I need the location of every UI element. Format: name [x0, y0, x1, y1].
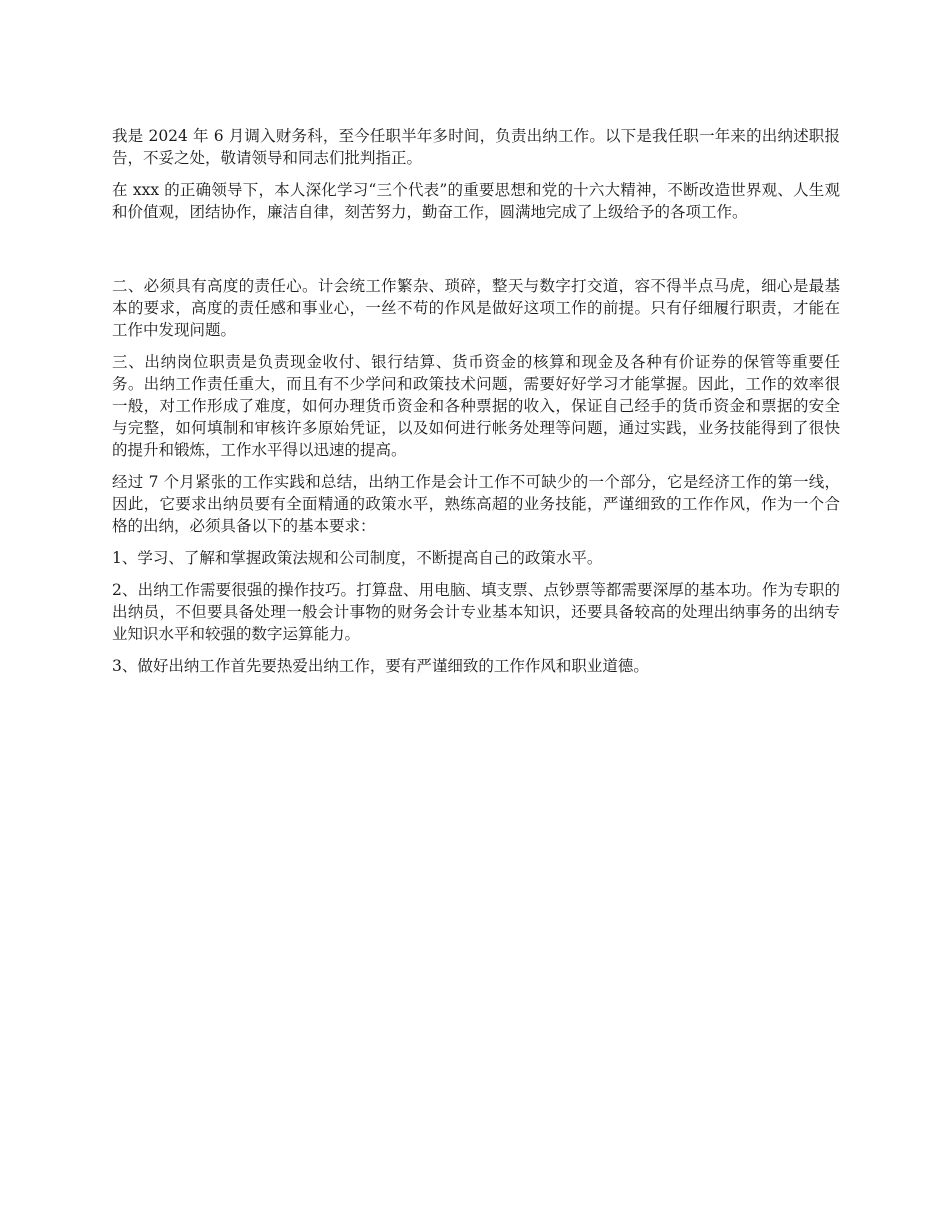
paragraph-section-three: 三、出纳岗位职责是负责现金收付、银行结算、货币资金的核算和现金及各种有价证券的保管等重要任务。出纳工作责任重大，而且有不少学问和政策技术问题，需要好好学习才能掌握。因此，工作的效率很一般，对工作形成了难度，如何办理货币资金和各种票据的收入，保证自己经手的货币资金和票据的安全与完整，如何填制和审核许多原始凭证，以及如何进行帐务处理等问题，通过实践，业务技能得到了很快的提升和锻炼，工作水平得以迅速的提高。 [112, 353, 840, 459]
paragraph-leadership: 在 xxx 的正确领导下，本人深化学习“三个代表”的重要思想和党的十六大精神，不断改造世界观、人生观和价值观，团结协作，廉洁自律，刻苦努力，勤奋工作，圆满地完成了上级给予的各项工作。 [112, 181, 840, 221]
paragraph-intro: 我是 2024 年 6 月调入财务科，至今任职半年多时间，负责出纳工作。以下是我任职一年来的出纳述职报告，不妥之处，敬请领导和同志们批判指正。 [112, 127, 840, 167]
paragraph-section-two: 二、必须具有高度的责任心。计会统工作繁杂、琐碎，整天与数字打交道，容不得半点马虎，细心是最基本的要求，高度的责任感和事业心，一丝不苟的作风是做好这项工作的前提。只有仔细履行职责，才能在工作中发现问题。 [112, 277, 840, 339]
list-item-3: 3、做好出纳工作首先要热爱出纳工作，要有严谨细致的工作作风和职业道德。 [112, 657, 649, 675]
list-item-2: 2、出纳工作需要很强的操作技巧。打算盘、用电脑、填支票、点钞票等都需要深厚的基本功。作为专职的出纳员，不但要具备处理一般会计事物的财务会计专业基本知识，还要具备较高的处理出纳事务的出纳专业知识水平和较强的数字运算能力。 [112, 581, 840, 643]
document-body [112, 125, 840, 687]
paragraph-summary: 经过 7 个月紧张的工作实践和总结，出纳工作是会计工作不可缺少的一个部分，它是经济工作的第一线，因此，它要求出纳员要有全面精通的政策水平，熟练高超的业务技能，严谨细致的工作作风，作为一个合格的出纳，必须具备以下的基本要求： [112, 473, 840, 535]
list-item-1: 1、学习、了解和掌握政策法规和公司制度，不断提高自己的政策水平。 [112, 549, 603, 567]
